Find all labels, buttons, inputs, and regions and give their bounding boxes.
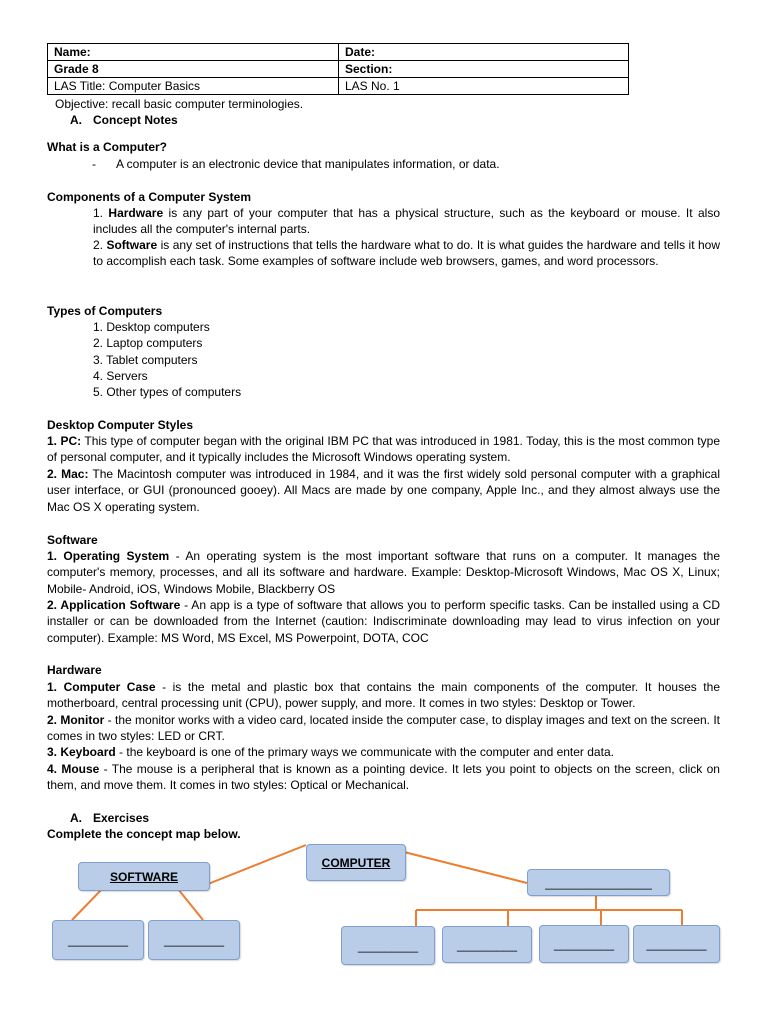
las-number-cell: LAS No. 1 — [339, 78, 629, 95]
keyboard-text: - the keyboard is one of the primary ways we communicate with the computer and enter data. — [115, 745, 614, 759]
what-is-text: A computer is an electronic device that manipulates information, or data. — [116, 157, 500, 171]
concept-node-right-blank[interactable] — [527, 869, 670, 896]
pc-text: This type of computer began with the original IBM PC that was introduced in 1981. Today, this is the most common type of personal computer, and it typically includes the Microsoft Windows operating system. — [47, 434, 720, 465]
concept-notes-heading: Concept Notes — [93, 113, 178, 127]
desktop-styles-heading: Desktop Computer Styles — [47, 418, 194, 432]
name-label: Name: — [48, 44, 339, 61]
software-lead: 2. — [93, 238, 107, 252]
concept-node-software — [78, 862, 210, 891]
mac-term: 2. Mac: — [47, 467, 89, 481]
mouse-text: - The mouse is a peripheral that is known as a pointing device. It lets you point to objects on the screen, click on them, and move them. It comes in two styles: Optical or Mechanical. — [47, 762, 720, 793]
app-text: - An app is a type of software that allows you to perform specific tasks. Can be installed using a CD installer or can be downloaded from the Internet (caution: Indiscriminate downloading may lead to virus infection on your computer). Example: MS Word, MS Excel, MS Powerpoint, DOTA, COC — [47, 598, 720, 645]
keyboard-term: 3. Keyboard — [47, 745, 116, 759]
concept-node-right-child-2[interactable] — [442, 926, 532, 963]
case-text: - is the metal and plastic box that contains the main components of the computer. It houses the motherboard, central processing unit (CPU), power supply, and more. It comes in two styles: Desktop or Tower. — [47, 680, 720, 711]
concept-node-software-child-2[interactable] — [148, 920, 240, 960]
hardware-term: Hardware — [108, 206, 164, 220]
software-heading: Software — [47, 533, 98, 547]
hardware-text: is any part of your computer that has a physical structure, such as the keyboard or mouse. It also includes all the computer's internal parts. — [93, 206, 721, 237]
what-is-heading: What is a Computer? — [47, 140, 168, 154]
connector-software-child1 — [72, 889, 102, 920]
types-item: 1. Desktop computers — [93, 320, 210, 334]
types-heading: Types of Computers — [47, 304, 163, 318]
monitor-term: 2. Monitor — [47, 713, 105, 727]
grade-cell: Grade 8 — [48, 61, 339, 78]
concept-node-software-child-1[interactable] — [52, 920, 144, 960]
software-term: Software — [106, 238, 158, 252]
bullet-dash: - — [92, 157, 96, 171]
blank-label: _________ — [646, 937, 707, 951]
hardware-heading: Hardware — [47, 663, 102, 677]
mac-text: The Macintosh computer was introduced in 1984, and it was the first widely sold personal computer with a graphical user interface, or GUI (pronounced gooey). All Macs are made by one company, Apple Inc., and they almost always use the Mac OS X operating system. — [47, 467, 721, 514]
pc-term: 1. PC: — [47, 434, 82, 448]
types-item: 5. Other types of computers — [93, 385, 242, 399]
connector-root-right — [404, 852, 527, 883]
section-label: Section: — [339, 61, 629, 78]
concept-node-right-child-3[interactable] — [539, 925, 629, 963]
types-item: 2. Laptop computers — [93, 336, 203, 350]
components-heading: Components of a Computer System — [47, 190, 252, 204]
connector-root-software — [208, 845, 306, 884]
blank-label: ________________ — [545, 875, 652, 890]
blank-label: _________ — [456, 937, 518, 952]
exercises-instruction: Complete the concept map below. — [47, 827, 241, 841]
mouse-term: 4. Mouse — [47, 762, 100, 776]
blank-label: _________ — [357, 938, 419, 953]
case-term: 1. Computer Case — [47, 680, 156, 694]
concept-node-right-child-4[interactable] — [633, 925, 720, 963]
types-item: 3. Tablet computers — [93, 353, 198, 367]
connector-software-child2 — [178, 889, 203, 920]
os-text: - An operating system is the most important software that runs on a computer. It manages the computer's memory, processes, and all its software and hardware. Example: Desktop-Microsoft Windows, Mac OS X, Linux; Mobile- Android, iOS, Windows Mobile, Blackberry OS — [47, 549, 720, 596]
hardware-lead: 1. — [93, 206, 109, 220]
os-term: 1. Operating System — [47, 549, 170, 563]
concept-node-computer — [306, 844, 406, 881]
app-term: 2. Application Software — [47, 598, 181, 612]
blank-label: _________ — [163, 933, 225, 947]
exercises-heading: Exercises — [93, 811, 150, 825]
objective: Objective: recall basic computer terminologies. — [55, 97, 304, 111]
date-label: Date: — [339, 44, 629, 61]
types-item: 4. Servers — [93, 369, 148, 383]
concept-notes-marker: A. — [70, 113, 82, 127]
concept-node-right-child-1[interactable] — [341, 926, 435, 965]
las-title-cell: LAS Title: Computer Basics — [48, 78, 339, 95]
monitor-text: - the monitor works with a video card, located inside the computer case, to display images and text on the screen. It comes in two styles: LED or CRT. — [47, 713, 721, 744]
computer-label: COMPUTER — [321, 855, 391, 870]
blank-label: _________ — [67, 933, 129, 947]
software-text: is any set of instructions that tells the hardware what to do. It is what guides the hardware and tells it how to accomplish each task. Some examples of software include web browsers, games, and word processors. — [93, 238, 721, 269]
exercises-marker: A. — [70, 811, 82, 825]
software-label: SOFTWARE — [110, 869, 178, 884]
blank-label: _________ — [553, 937, 615, 951]
